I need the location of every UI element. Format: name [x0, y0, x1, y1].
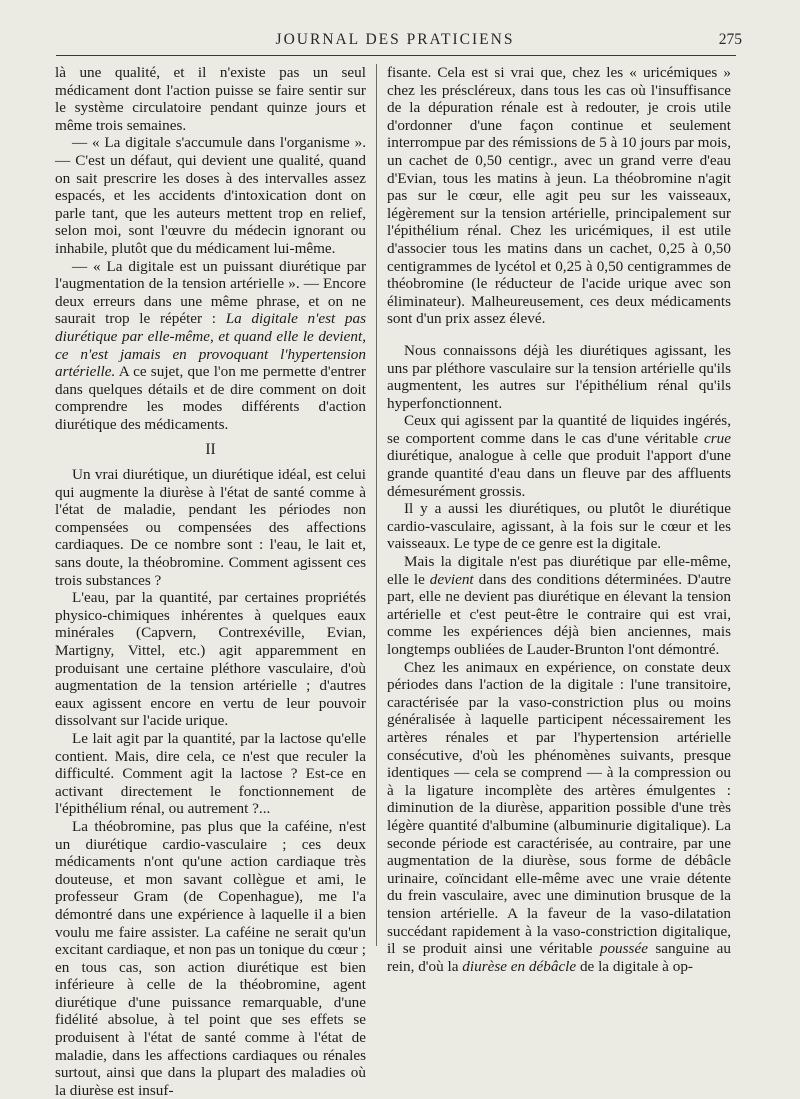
page-number: 275: [718, 31, 742, 48]
paragraph-text: sanguine au rein, d'où la: [387, 940, 731, 975]
paragraph-text: A ce sujet, que l'on me permette d'entrer dans quelques détails et de dire comment on doit comprendre les modes différents d'action diurétique des médicaments.: [55, 363, 366, 433]
paragraph-text: dans des conditions déterminées. D'autre part, elle ne devient pas diurétique en élevant la tension artérielle et c'est peut-être le contraire qui est vrai, comme les expériences déjà bien anciennes, mais longtemps oubliées de Lauder-Brunton l'ont démontré.: [387, 570, 732, 658]
paragraph: La théobromine, pas plus que la caféine, n'est un diurétique cardio-vasculaire ; ces deux médicaments n'ont qu'une action cardiaque très douteuse, et mon savant collègue et ami, le professeur Gram (de Copenhague), me l'a démontré dans une expérience à laquelle il a bien voulu me faire assister. La caféine ne serait qu'un excitant cardiaque, et non pas un tonique du cœur ; en tous cas, son action diurétique est bien inférieure à celle de la théobromine, agent diurétique d'une puissance remarquable, d'une fidélité absolue, à tel point que ses effets se produisent à l'état de santé comme à l'état de maladie, dans les affections cardiaques ou rénales surtout, ainsi que dans la plupart des maladies où la diurèse est insuf-: [55, 817, 366, 1099]
section-number: II: [205, 441, 216, 459]
running-title: JOURNAL DES PRATICIENS: [275, 31, 515, 48]
paragraph: fisante. Cela est si vrai que, chez les « uricémiques » chez les préscléreux, dans tous les cas où l'insuffisance de la dépuration rénale est à redouter, je crois utile d'ordonner d'une façon continue et seulement interrompue par des rémissions de 5 à 10 jours par mois, un cachet de 0,50 centigr., avec un grand verre d'eau d'Evian, tous les matins à jeun. La théobromine n'agit pas sur le cœur, elle agit peu sur les vaisseaux, légèrement sur la tension artérielle, principalement sur l'épithélium rénal. Chez les uricémiques, il est utile d'associer tous les matins dans un cachet, 0,25 à 0,50 centigrammes de lycétol et 0,25 à 0,50 centigrammes de théobromine (le réducteur de l'acide urique avec son éliminateur). Malheureusement, ces deux médicaments sont d'un prix assez élevé.: [387, 64, 731, 328]
paragraph-text: diurétique, analogue à celle que produit l'apport d'une grande quantité d'eau dans un fleuve par des affluents démesurément grossis.: [387, 447, 731, 500]
paragraph-text: Mais la digitale n'est pas diurétique par elle-même, elle le: [387, 553, 731, 588]
paragraph-text: Ceux qui agissent par la quantité de liquides ingérés, se comportent comme dans le cas d'une véritable: [387, 412, 731, 447]
left-column: [55, 64, 366, 1099]
italic-emphasis: crue: [704, 429, 732, 447]
italic-emphasis: La digitale n'est pas diurétique par elle-même, et quand elle le devient, ce n'est jamais en provoquant l'hypertension artérielle.: [55, 310, 366, 381]
header-rule: [56, 55, 736, 56]
paragraph: [387, 412, 731, 500]
paragraph-text: — « La digitale est un puissant diurétique par l'augmentation de la tension artérielle ». — Encore deux erreurs dans une même phrase, et on ne saurait trop le répéter :: [55, 257, 366, 328]
italic-emphasis: devient: [429, 570, 474, 588]
paragraph: Nous connaissons déjà les diurétiques agissant, les uns par pléthore vasculaire sur la tension artérielle qu'ils augmentent, les autres sur l'épithélium rénal qu'ils hyperfonctionnent.: [387, 341, 731, 412]
paragraph: L'eau, par la quantité, par certaines propriétés physico-chimiques inhérentes à quelques eaux minérales (Capvern, Contrexéville, Evian, Martigny, Vittel, etc.) agit apparemment en produisant une certaine pléthore vasculaire, d'où augmentation de la tension artérielle ; d'autres eaux agissent encore en vertu de leur pouvoir dissolvant sur l'acide urique.: [55, 589, 366, 730]
paragraph-text: Chez les animaux en expérience, on constate deux périodes dans l'action de la digitale : l'une transitoire, caractérisée par la vaso-constriction plus ou moins généralisée à laquelle participent nécessairement les artères rénales et par l'hypertension artérielle consécutive, d'où les phénomènes suivants, presque identiques — cela se comprend — à la compression ou à la ligature incomplète des artères émulgentes : diminution de la diurèse, apparition possible d'une très légère quantité d'albumine (albuminurie digitalique). La seconde période est caractérisée, au contraire, par une augmentation de la diurèse, sous forme de débâcle urinaire, coïncidant elle-même avec une vraie détente du frein vasculaire, avec une diminution brusque de la tension artérielle. A la faveur de la vaso-dilatation succédant rapidement à la vaso-constriction digitalique, il se produit ainsi une véritable: [387, 658, 731, 958]
paragraph: là une qualité, et il n'existe pas un seul médicament dont l'action puisse se faire sentir sur le système circulatoire pendant quinze jours et même trois semaines.: [55, 64, 366, 134]
paragraph: Il y a aussi les diurétiques, ou plutôt le diurétique cardio-vasculaire, agissant, à la fois sur le cœur et les vaisseaux. Le type de ce genre est la digitale.: [387, 500, 731, 553]
right-column: [387, 64, 731, 975]
paragraph-text: de la digitale à op-: [579, 957, 693, 975]
paragraph: — « La digitale s'accumule dans l'organisme ». — C'est un défaut, qui devient une qualité, quand on sait prescrire les doses à des intervalles assez espacés, et les accidents d'intoxication dont on parle tant, que les auteurs mettent trop en relief, selon moi, sont l'œuvre du médecin ignorant ou inhabile, plutôt que du médicament lui-même.: [55, 134, 366, 257]
italic-emphasis: diurèse en débâcle: [462, 957, 577, 975]
paragraph: [55, 258, 366, 434]
paragraph: Un vrai diurétique, un diurétique idéal, est celui qui augmente la diurèse à l'état de santé comme à l'état de maladie, pendant les périodes non compensées ou compensées des affections cardiaques. De ce nombre sont : l'eau, le lait et, sans doute, la théobromine. Comment agissent ces trois substances ?: [55, 466, 366, 589]
page-header: [60, 31, 742, 51]
column-divider: [376, 64, 377, 946]
paragraph: [387, 553, 731, 659]
paragraph: [387, 659, 731, 976]
paragraph: Le lait agit par la quantité, par la lactose qu'elle contient. Mais, dire cela, ce n'est que reculer la difficulté. Comment agit la lactose ? Est-ce en activant directement le fonctionnement de l'épithélium rénal, ou autrement ?...: [55, 729, 366, 818]
italic-emphasis: poussée: [599, 940, 648, 958]
